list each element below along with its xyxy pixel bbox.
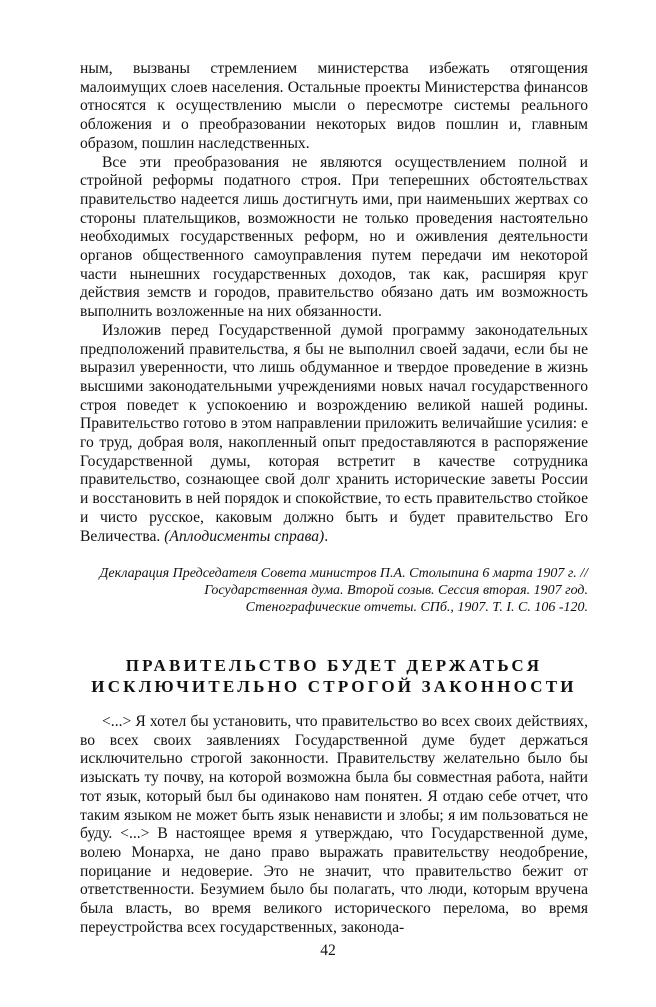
- section-heading: [80, 655, 588, 697]
- heading-line-2: ИСКЛЮЧИТЕЛЬНО СТРОГОЙ ЗАКОННОСТИ: [91, 677, 577, 696]
- citation-line-1: Декларация Председателя Совета министров П.А. Столыпина 6 марта 1907 г. //: [99, 566, 588, 581]
- source-citation: [80, 566, 588, 616]
- page-number: 42: [320, 942, 336, 959]
- paragraph-continuation: ным, вызваны стремлением министерства избежать отягощения малоимущих слоев населения. Остальные проекты Министерства финансов относятся к осуществлению мысли о пересмотре системы реального обложения и о преобразовании некоторых видов пошлин и, главным образом, пошлин наследственных.: [80, 60, 588, 152]
- paragraph-reform: Все эти преобразования не являются осуществлением полной и стройной реформы податного строя. При теперешних обстоятельствах правительство надеется лишь достигнуть ими, при наименьших жертвах со стороны плательщиков, возможности не только проведения настоятельно необходимых государственных реформ, но и оживления деятельности органов общественного самоуправления путем передачи им некоторой части нынешних государственных доходов, так как, расширяя круг действия земств и городов, правительство обязано дать им возможность выполнить возложенные на них обязанности.: [80, 153, 588, 321]
- speech-text: [80, 713, 588, 937]
- applause-period: .: [324, 527, 329, 545]
- citation-line-3: Стенографические отчеты. СПб., 1907. Т. I. С. 106 -120.: [245, 599, 588, 615]
- paragraph-program: [80, 322, 588, 546]
- applause-note: (Аплодисменты справа): [164, 527, 325, 545]
- paragraph-legality: <...> Я хотел бы установить, что правительство во всех своих действиях, во всех своих заявлениях Государственной думе будет держаться исключительно строгой законности. Правительству желательно было бы изыскать ту почву, на которой возможна была бы совместная работа, найти тот язык, который был бы одинаково нам понятен. Я отдаю себе отчет, что таким языком не может быть язык ненависти и злобы; я им пользоваться не буду. <...> В настоящее время я утверждаю, что Государственной думе, волею Монарха, не дано право выражать правительству неодобрение, порицание и недоверие. Это не значит, что правительство бежит от ответственности. Безумием было бы полагать, что люди, которым вручена была власть, во время великого исторического перелома, во время переустройства всех государственных, законода-: [80, 713, 588, 936]
- heading-line-1: ПРАВИТЕЛЬСТВО БУДЕТ ДЕРЖАТЬСЯ: [125, 656, 543, 675]
- declaration-text: [80, 60, 588, 546]
- paragraph-program-text: Изложив перед Государственной думой программу законодательных предположений правительства, я бы не выполнил своей задачи, если бы не выразил уверенности, что лишь обдуманное и твердое проведение в жизнь высшими законодательными учреждениями новых начал государственного строя поведет к успокоению и возрождению великой нашей родины. Правительство готово в этом направлении приложить величайшие усилия: е го труд, добрая воля, накопленный опыт предоставляются в распоряжение Государственной думы, которая встретит в качестве сотрудника правительство, сознающее свой долг хранить исторические заветы России и восстановить в ней порядок и спокойствие, то есть правительство стойкое и чисто русское, каковым должно быть и будет правительство Его Величества.: [80, 321, 588, 545]
- citation-line-2: Государственная дума. Второй созыв. Сессия вторая. 1907 год.: [204, 582, 588, 598]
